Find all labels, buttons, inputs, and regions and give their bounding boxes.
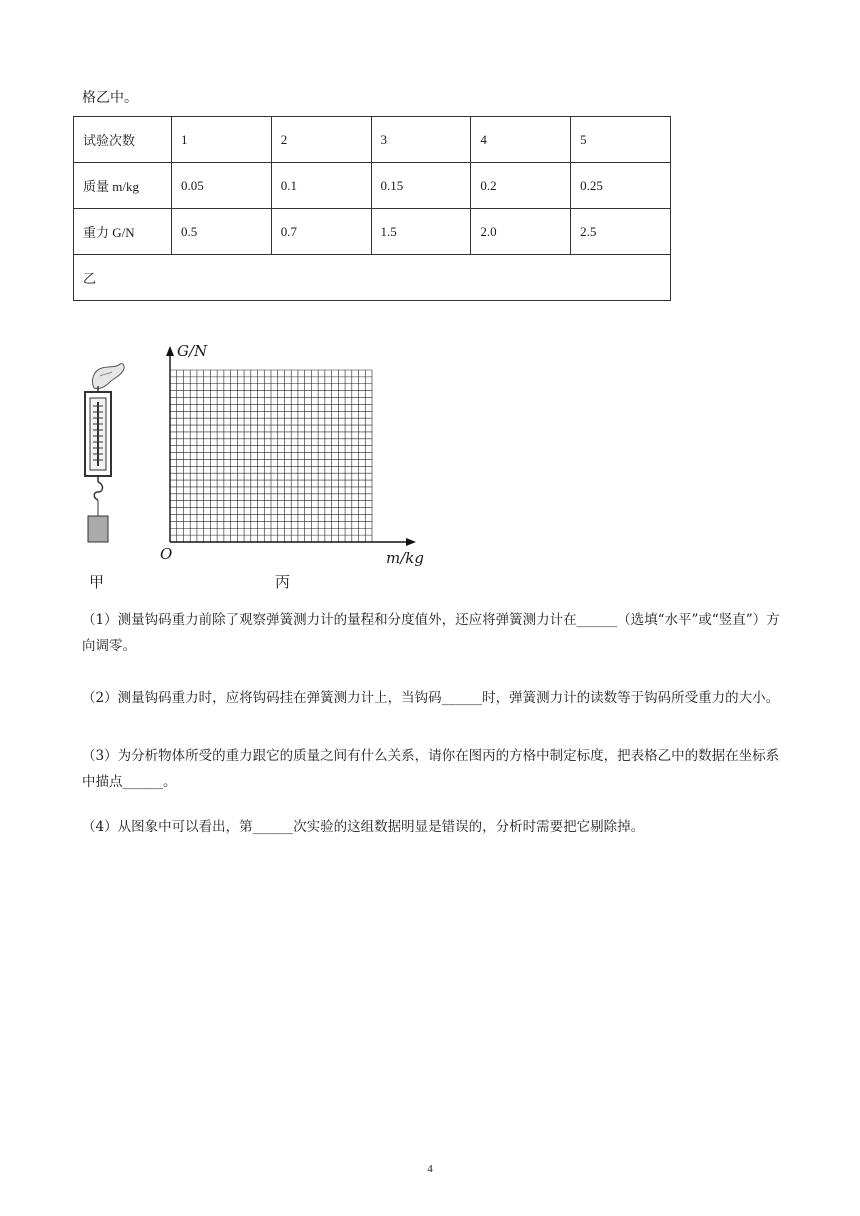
x-axis-arrow-icon (406, 538, 416, 546)
weight-cell: 0.5 (171, 209, 271, 255)
spring-scale-icon (85, 364, 124, 542)
question-1: （1）测量钩码重力前除了观察弹簧测力计的量程和分度值外，还应将弹簧测力计在______（选填“水平”或“竖直”）方向调零。 (82, 612, 780, 654)
table-row (74, 117, 671, 163)
table-row (74, 163, 671, 209)
trial-cell: 4 (471, 117, 571, 163)
page-number: 4 (427, 1163, 433, 1175)
trial-cell: 1 (171, 117, 271, 163)
trial-cell: 3 (371, 117, 471, 163)
table-row (74, 255, 671, 301)
data-table (73, 116, 671, 301)
origin-label: O (160, 545, 173, 563)
grid (170, 370, 372, 542)
x-axis-label: m/kg (386, 549, 424, 567)
mass-cell: 0.1 (271, 163, 371, 209)
mass-cell: 0.2 (471, 163, 571, 209)
weight-cell: 1.5 (371, 209, 471, 255)
trial-cell: 2 (271, 117, 371, 163)
weight-cell: 2.5 (571, 209, 671, 255)
table-caption: 乙 (74, 255, 671, 301)
weight-cell: 2.0 (471, 209, 571, 255)
mass-cell: 0.25 (571, 163, 671, 209)
mass-cell: 0.15 (371, 163, 471, 209)
y-axis-label: G/N (177, 342, 208, 360)
weight-cell: 0.7 (271, 209, 371, 255)
figure (80, 340, 440, 591)
y-axis-arrow-icon (166, 346, 174, 356)
figure-label-bing: 丙 (275, 573, 291, 591)
row-header-mass: 质量 m/kg (74, 163, 172, 209)
trial-cell: 5 (571, 117, 671, 163)
question-4: （4）从图象中可以看出，第______次实验的这组数据明显是错误的，分析时需要把它剔除掉。 (82, 819, 645, 835)
intro-text: 格乙中。 (82, 90, 138, 106)
mass-cell: 0.05 (171, 163, 271, 209)
question-2: （2）测量钩码重力时，应将钩码挂在弹簧测力计上，当钩码______时，弹簧测力计的读数等于钩码所受重力的大小。 (82, 690, 780, 706)
figure-label-jia: 甲 (89, 573, 105, 591)
row-header-trials: 试验次数 (74, 117, 172, 163)
row-header-weight: 重力 G/N (74, 209, 172, 255)
figure-svg (80, 340, 440, 580)
table-row (74, 209, 671, 255)
question-3: （3）为分析物体所受的重力跟它的质量之间有什么关系，请你在图丙的方格中制定标度，把表格乙中的数据在坐标系中描点______。 (82, 748, 780, 790)
